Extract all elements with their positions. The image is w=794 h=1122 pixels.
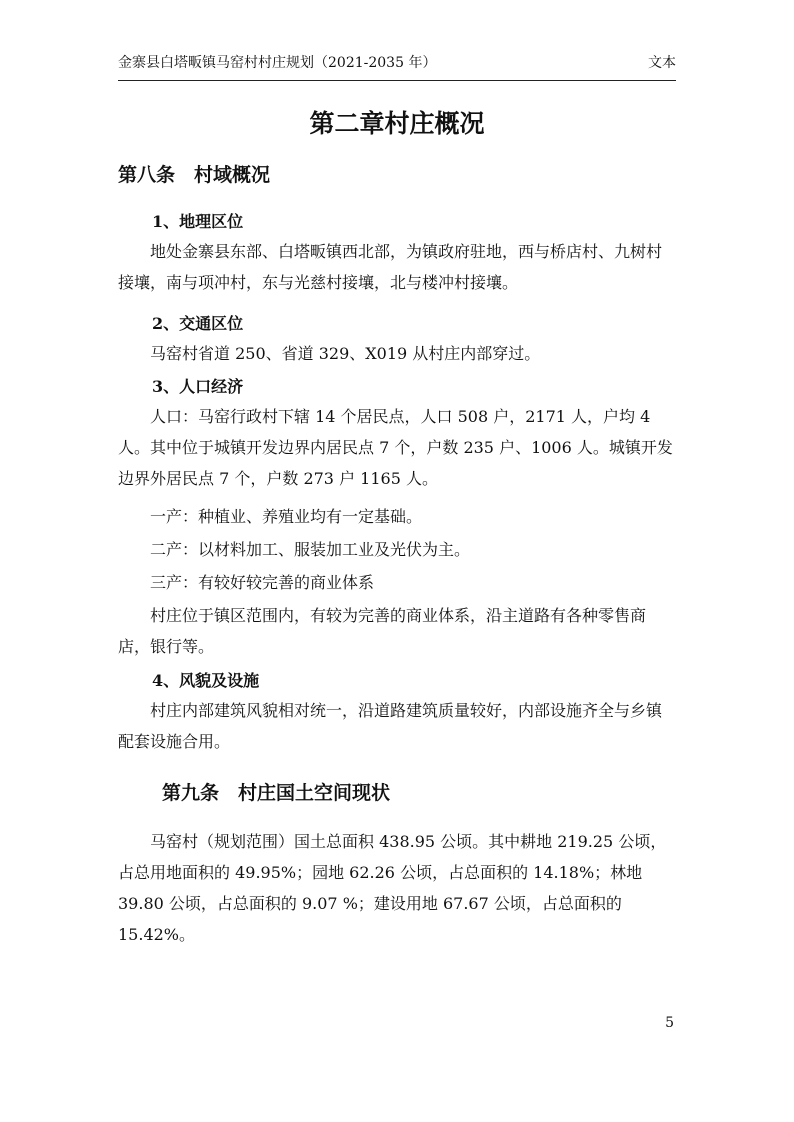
article-9-title: 第九条 村庄国土空间现状 [162,782,391,804]
section-heading-appearance: 4、风貌及设施 [152,671,260,690]
paragraph-secondary-industry: 二产：以材料加工、服装加工业及光伏为主。 [150,540,471,559]
article-8-title: 第八条 村域概况 [118,164,271,186]
paragraph-location: 地处金寨县东部、白塔畈镇西北部，为镇政府驻地，西与桥店村、九树村接壤，南与项冲村，东与光慈村接壤，北与楼冲村接壤。 [118,242,663,292]
header-divider [118,80,676,81]
paragraph-primary-industry: 一产：种植业、养殖业均有一定基础。 [150,507,423,526]
running-header-title: 金寨县白塔畈镇马窑村村庄规划（2021-2035 年） [118,55,437,71]
paragraph-transport: 马窑村省道 250、省道 329、X019 从村庄内部穿过。 [150,344,541,363]
paragraph-population: 人口：马窑行政村下辖 14 个居民点，人口 508 户，2171 人，户均 4 人。其中位于城镇开发边界内居民点 7 个，户数 235 户、1006 人。城镇开发边界外居民点 7 个，户数 273 户 1165 人。 [118,407,673,488]
section-heading-transport: 2、交通区位 [152,314,244,333]
section-heading-population: 3、人口经济 [152,377,244,396]
paragraph-tertiary-industry: 三产：有较好较完善的商业体系 [150,573,375,592]
section-heading-location: 1、地理区位 [152,212,244,231]
paragraph-appearance: 村庄内部建筑风貌相对统一，沿道路建筑质量较好，内部设施齐全与乡镇配套设施合用。 [118,701,663,751]
chapter-title: 第二章村庄概况 [309,109,485,138]
paragraph-commerce: 村庄位于镇区范围内，有较为完善的商业体系，沿主道路有各种零售商店，银行等。 [118,606,647,656]
page-number: 5 [665,1015,674,1031]
paragraph-land-use: 马窑村（规划范围）国土总面积 438.95 公顷。其中耕地 219.25 公顷，占总用地面积的 49.95%；园地 62.26 公顷，占总面积的 14.18%；林地 39.80 公顷，占总面积的 9.07 %；建设用地 67.67 公顷，占总面积的 15.42%。 [118,832,667,944]
running-header-label: 文本 [648,55,676,71]
